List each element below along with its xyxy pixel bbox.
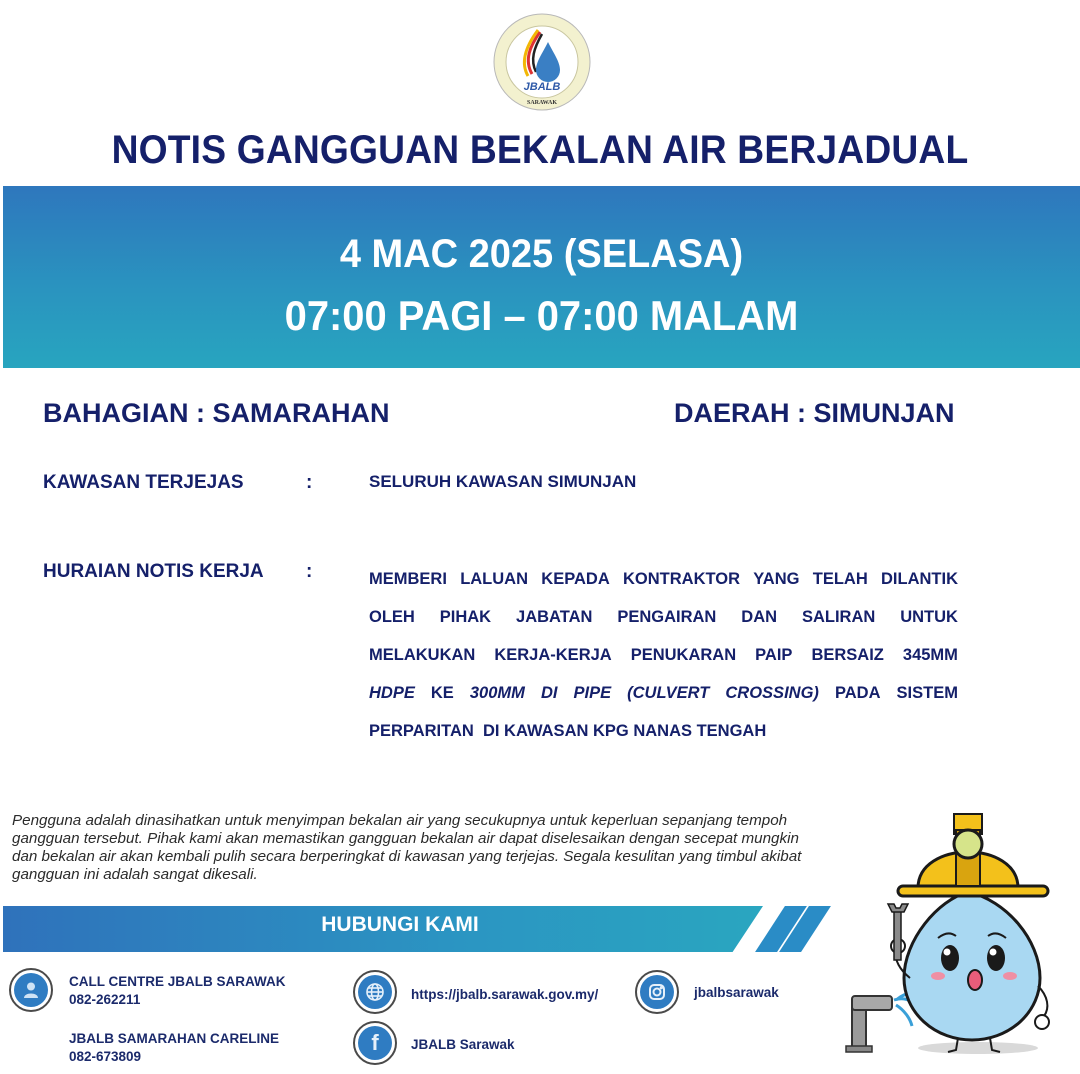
facebook-link[interactable]: JBALB Sarawak xyxy=(411,1037,515,1052)
desc-line-2: OLEH PIHAK JABATAN PENGAIRAN DAN SALIRAN UNTUK xyxy=(369,608,958,626)
contact-heading: HUBUNGI KAMI xyxy=(321,913,479,936)
desc-line-4: HDPE KE 300MM DI PIPE (CULVERT CROSSING) PADA SISTEM xyxy=(369,684,958,702)
water-drop-mascot xyxy=(838,800,1078,1070)
division-label: BAHAGIAN : SAMARAHAN xyxy=(43,398,390,428)
work-description-text xyxy=(369,560,958,750)
work-description-label: HURAIAN NOTIS KERJA xyxy=(43,561,264,582)
page-title: NOTIS GANGGUAN BEKALAN AIR BERJADUAL xyxy=(111,128,969,172)
svg-text:SARAWAK: SARAWAK xyxy=(526,100,558,106)
schedule-banner xyxy=(3,186,1080,368)
desc-line-5: PERPARITAN DI KAWASAN KPG NANAS TENGAH xyxy=(369,722,767,740)
instagram-icon xyxy=(635,970,679,1014)
district-label: DAERAH : SIMUNJAN xyxy=(674,398,955,428)
website-link[interactable]: https://jbalb.sarawak.gov.my/ xyxy=(411,987,599,1002)
svg-text:JBALB: JBALB xyxy=(523,81,561,93)
careline-label: JBALB SAMARAHAN CARELINE xyxy=(69,1031,280,1046)
call-centre-phone[interactable]: 082-262211 xyxy=(69,992,141,1007)
careline-phone[interactable]: 082-673809 xyxy=(69,1049,142,1064)
advice-text: Pengguna adalah dinasihatkan untuk menyimpan bekalan air yang secukupnya untuk keperluan sepanjang tempoh gangguan tersebut. Pihak kami akan memastikan gangguan bekalan air dapat diselesaikan dengan secepat mungkin dan bekalan air akan kembali pulih secara berperingkat di kawasan yang terjejas. Segala kesulitan yang timbul akibat gangguan ini adalah sangat dikesali. xyxy=(12,812,802,883)
jbalb-logo xyxy=(492,12,592,112)
instagram-link[interactable]: jbalbsarawak xyxy=(694,985,779,1000)
desc-line-1: MEMBERI LALUAN KEPADA KONTRAKTOR YANG TELAH DILANTIK xyxy=(369,570,958,588)
person-icon xyxy=(9,968,53,1012)
work-description-colon: : xyxy=(306,561,313,582)
desc-line-3: MELAKUKAN KERJA-KERJA PENUKARAN PAIP BERSAIZ 345MM xyxy=(369,646,958,664)
facebook-icon: f xyxy=(353,1021,397,1065)
schedule-time: 07:00 PAGI – 07:00 MALAM xyxy=(284,292,799,339)
schedule-date: 4 MAC 2025 (SELASA) xyxy=(339,232,744,276)
affected-area-value: SELURUH KAWASAN SIMUNJAN xyxy=(369,472,637,491)
globe-icon xyxy=(353,970,397,1014)
call-centre-label: CALL CENTRE JBALB SARAWAK xyxy=(69,974,286,989)
affected-area-label: KAWASAN TERJEJAS xyxy=(43,472,244,493)
affected-area-colon: : xyxy=(306,472,313,493)
